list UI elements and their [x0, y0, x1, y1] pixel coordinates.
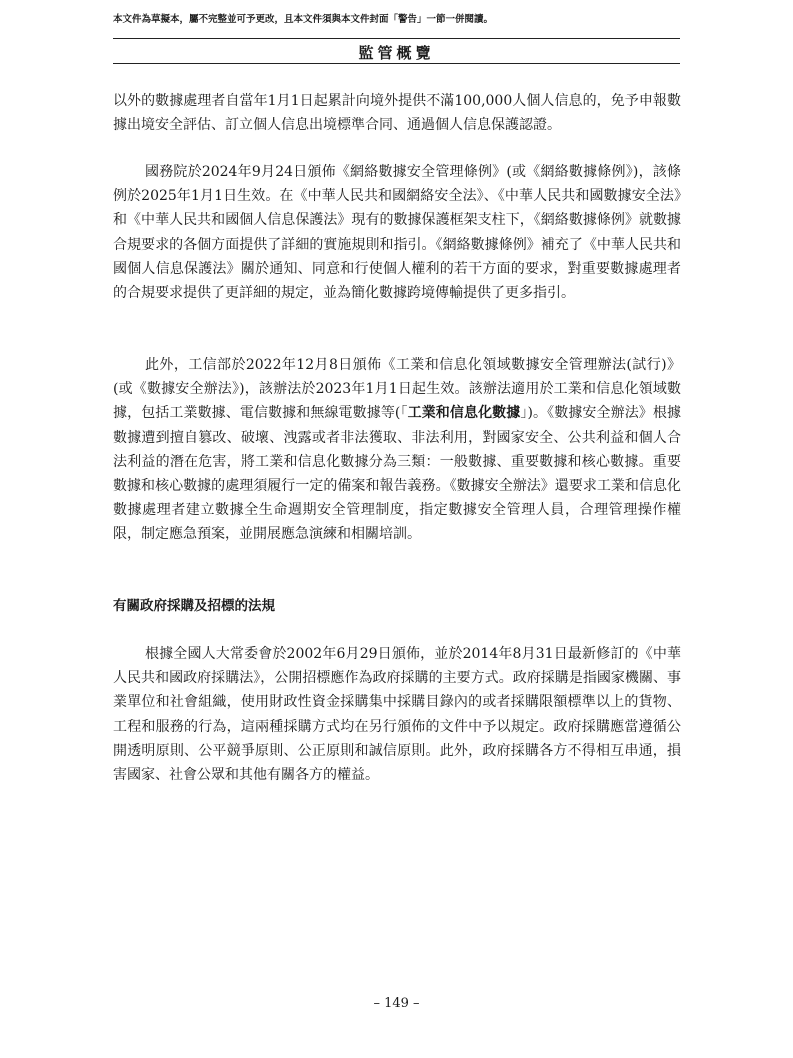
paragraph-text-part: 」)。《數據安全辦法》根據數據遭到擅自篡改、破壞、洩露或者非法獲取、非法利用，對國家安全、公共利益和個人合法利益的潛在危害，將工業和信息化數據分為三類：一般數據、重要數據和核心數據。重要數據和核心數據的處理須履行一定的備案和報告義務。《數據安全辦法》還要求工業和信息化數據處理者建立數據全生命週期安全管理制度，指定數據安全管理人員，合理管理操作權限，制定應急預案，並開展應急演練和相關培訓。: [113, 405, 681, 543]
paragraph-government-procurement-law: 根據全國人大常委會於2002年6月29日頒佈，並於2014年8月31日最新修訂的《中華人民共和國政府採購法》，公開招標應作為政府採購的主要方式。政府採購是指國家機關、事業單位和社會組織，使用財政性資金採購集中採購目錄內的或者採購限額標準以上的貨物、工程和服務的行為，這兩種採購方式均在另行頒佈的文件中予以規定。政府採購應當遵循公開透明原則、公平競爭原則、公正原則和誠信原則。此外，政府採購各方不得相互串通，損害國家、社會公眾和其他有關各方的權益。: [113, 646, 681, 784]
defined-term: 工業和信息化數據: [407, 405, 521, 422]
section-heading-government-procurement: 有關政府採購及招標的法規: [113, 598, 275, 614]
header-rule-bottom: [113, 63, 680, 64]
header-rule-top: [113, 38, 680, 39]
paragraph-cross-border-exemption: 以外的數據處理者自當年1月1日起累計向境外提供不滿100,000人個人信息的，免予申報數據出境安全評估、訂立個人信息出境標準合同、通過個人信息保護認證。: [113, 93, 681, 134]
section-title: 監管概覽: [358, 44, 435, 62]
page-number: – 149 –: [373, 996, 420, 1011]
paragraph-network-data-regulation: 國務院於2024年9月24日頒佈《網絡數據安全管理條例》(或《網絡數據條例》)，該條例於2025年1月1日生效。在《中華人民共和國網絡安全法》、《中華人民共和國數據安全法》和《中華人民共和國個人信息保護法》現有的數據保護框架支柱下，《網絡數據條例》就數據合規要求的各個方面提供了詳細的實施規則和指引。《網絡數據條例》補充了《中華人民共和國個人信息保護法》關於通知、同意和行使個人權利的若干方面的要求，對重要數據處理者的合規要求提供了更詳細的規定，並為簡化數據跨境傳輸提供了更多指引。: [113, 164, 681, 302]
paragraph-text-part: 此外，工信部於2022年12月8日頒佈《工業和信息化領域數據安全管理辦法(試行)》(或《數據安全辦法》)，該辦法於2023年1月1日起生效。該辦法適用於工業和信息化領域數據，包括工業數據、電信數據和無線電數據等(「: [113, 357, 681, 422]
draft-disclaimer: 本文件為草擬本，屬不完整並可予更改，且本文件須與本文件封面「警告」一節一併閱讀。: [113, 14, 494, 25]
paragraph-data-security-measures: [113, 353, 681, 547]
